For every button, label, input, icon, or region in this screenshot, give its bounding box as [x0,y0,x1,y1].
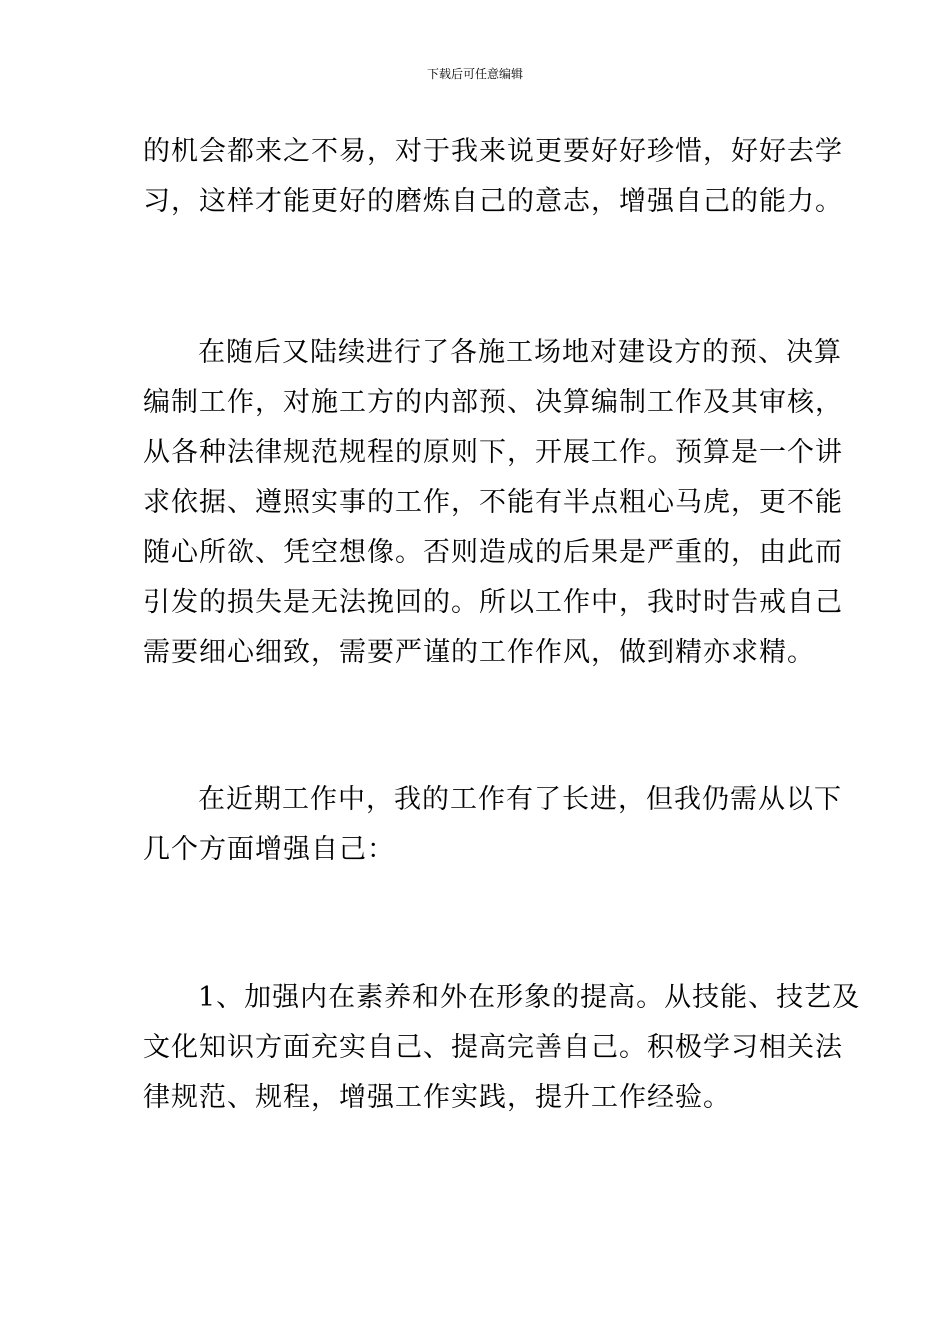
paragraph-line: 从各种法律规范规程的原则下，开展工作。预算是一个讲 [143,437,843,468]
header-note: 下载后可任意编辑 [426,67,523,81]
paragraph-line: 习，这样才能更好的磨炼自己的意志，增强自己的能力。 [143,186,843,217]
paragraph-line: 在近期工作中，我的工作有了长进，但我仍需从以下 [198,784,842,815]
paragraph-line: 的机会都来之不易，对于我来说更要好好珍惜，好好去学 [143,136,843,167]
paragraph-continuation [143,127,843,227]
paragraph-item-1 [143,973,861,1123]
paragraph-line: 需要细心细致，需要严谨的工作作风，做到精亦求精。 [143,637,815,668]
paragraph-line: 求依据、遵照实事的工作，不能有半点粗心马虎，更不能 [143,487,843,518]
paragraph-budget-work [143,328,843,678]
paragraph-line: 编制工作，对施工方的内部预、决算编制工作及其审核， [143,387,843,418]
paragraph-line: 几个方面增强自己： [143,834,395,865]
paragraph-line: 引发的损失是无法挽回的。所以工作中，我时时告戒自己 [143,587,843,618]
paragraph-recent-work [143,775,842,875]
paragraph-line: 在随后又陆续进行了各施工场地对建设方的预、决算 [198,337,842,368]
paragraph-line: 律规范、规程，增强工作实践，提升工作经验。 [143,1082,731,1113]
paragraph-line: 随心所欲、凭空想像。否则造成的后果是严重的，由此而 [143,537,843,568]
paragraph-line: 1、加强内在素养和外在形象的提高。从技能、技艺及 [198,982,861,1013]
paragraph-line: 文化知识方面充实自己、提高完善自己。积极学习相关法 [143,1032,843,1063]
